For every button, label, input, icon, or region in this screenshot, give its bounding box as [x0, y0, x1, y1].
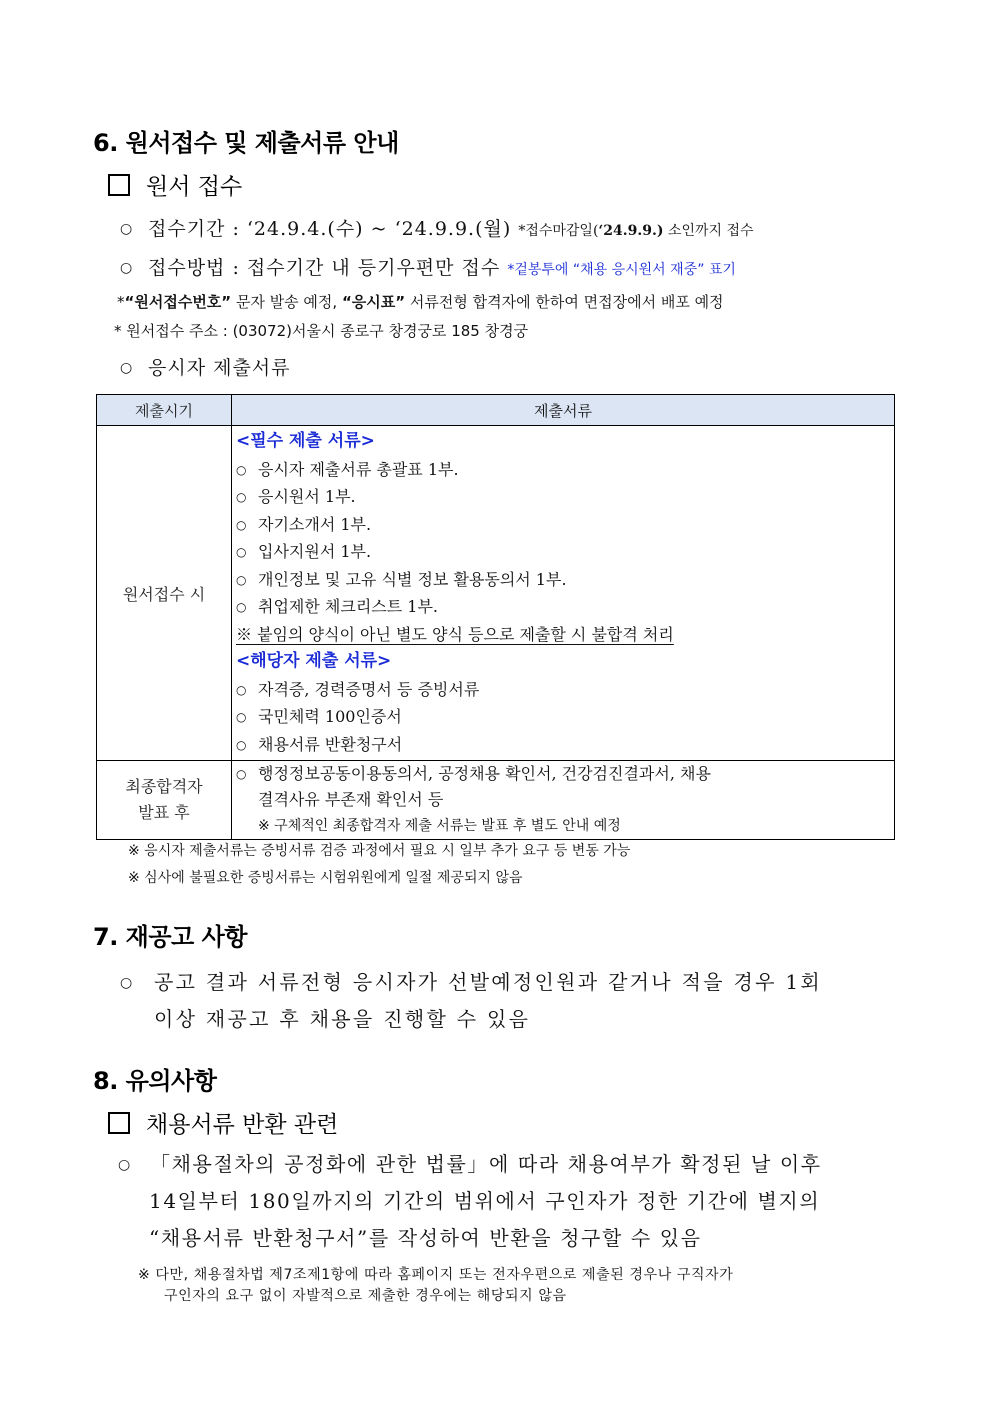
section-7-title: 7. 재공고 사항 — [93, 923, 247, 951]
group-title-required: <필수 제출 서류> — [236, 431, 375, 451]
footnote-1: ※ 응시자 제출서류는 증빙서류 검증 과정에서 필요 시 일부 추가 요구 등 변동 가능 — [128, 843, 631, 859]
bullet-icon: ○ — [236, 490, 247, 504]
group-title-conditional: <해당자 제출 서류> — [236, 651, 392, 671]
docs-cell-final: ○ 행정정보공동이용동의서, 공정채용 확인서, 건강검진결과서, 채용 결격사유 부존재 확인서 등 ※ 구체적인 최종합격자 제출 서류는 발표 후 별도 안내 예정 — [232, 761, 895, 840]
docs-label: ○ 응시자 제출서류 — [120, 357, 291, 379]
header-timing: 제출시기 — [97, 395, 232, 426]
list-item: ○ 응시원서 1부. — [236, 483, 894, 511]
table-header-row — [97, 395, 895, 426]
table-row — [97, 761, 895, 840]
return-note-2: 구인자의 요구 없이 자발적으로 제출한 경우에는 해당되지 않음 — [164, 1288, 567, 1304]
bullet-icon: ○ — [120, 260, 134, 276]
method-note: *겉봉투에 “채용 응시원서 재중” 표기 — [507, 262, 736, 278]
bullet-icon: ○ — [236, 545, 247, 559]
bullet-icon: ○ — [236, 710, 247, 724]
checkbox-square-icon — [108, 1112, 130, 1134]
bullet-icon: ○ — [118, 1157, 132, 1173]
list-item: ○ 입사지원서 1부. — [236, 538, 894, 566]
notice-address: * 원서접수 주소 : (03072)서울시 종로구 창경궁로 185 창경궁 — [114, 322, 529, 340]
bullet-icon: ○ — [120, 221, 134, 237]
bullet-icon: ○ — [236, 517, 247, 532]
table-row — [97, 426, 895, 761]
subsection-application-title — [108, 168, 242, 201]
list-item: ○ 응시자 제출서류 총괄표 1부. — [236, 456, 894, 484]
bullet-icon: ○ — [236, 572, 247, 587]
method-label: 접수방법 : 접수기간 내 등기우편만 접수 — [148, 257, 501, 279]
notice-receipt-number: *“원서접수번호” 문자 발송 예정, “응시표” 서류전형 합격자에 한하여 면접장에서 배포 예정 — [117, 293, 724, 311]
subsection-label: 원서 접수 — [146, 174, 243, 200]
return-line-2: 14일부터 180일까지의 기간의 범위에서 구인자가 정한 기간에 별지의 — [149, 1189, 821, 1213]
repost-line-2: 이상 재공고 후 채용을 진행할 수 있음 — [154, 1007, 531, 1031]
section-8-title: 8. 유의사항 — [93, 1067, 217, 1095]
disqualification-warning: ※ 붙임의 양식이 아닌 별도 양식 등으로 제출할 시 불합격 처리 — [236, 624, 674, 644]
docs-cell — [232, 426, 895, 761]
application-method — [120, 253, 736, 280]
list-item: ○ 행정정보공동이용동의서, 공정채용 확인서, 건강검진결과서, 채용 — [236, 761, 894, 787]
bullet-icon: ○ — [236, 737, 247, 752]
list-item: ○ 자기소개서 1부. — [236, 511, 894, 539]
bullet-icon: ○ — [120, 360, 134, 376]
submission-docs-table — [96, 394, 895, 840]
list-item: ○ 국민체력 100인증서 — [236, 703, 894, 731]
checkbox-square-icon — [108, 174, 130, 196]
bullet-icon: ○ — [236, 682, 247, 697]
return-note-1: ※ 다만, 채용절차법 제7조제1항에 따라 홈페이지 또는 전자우편으로 제출된 경우나 구직자가 — [138, 1267, 734, 1283]
repost-line-1: ○ 공고 결과 서류전형 응시자가 선발예정인원과 같거나 적을 경우 1회 — [120, 970, 823, 994]
bullet-icon: ○ — [236, 600, 247, 614]
list-item: ○ 자격증, 경력증명서 등 증빙서류 — [236, 676, 894, 704]
period-note: *접수마감일(‘24.9.9.) 소인까지 접수 — [518, 223, 754, 239]
section-6-title: 6. 원서접수 및 제출서류 안내 — [93, 129, 399, 157]
return-line-3: “채용서류 반환청구서”를 작성하여 반환을 청구할 수 있음 — [149, 1226, 702, 1250]
return-line-1: ○ 「채용절차의 공정화에 관한 법률」에 따라 채용여부가 확정된 날 이후 — [118, 1152, 822, 1176]
application-period — [120, 214, 754, 241]
period-label: 접수기간 : ‘24.9.4.(수) ~ ‘24.9.9.(월) — [148, 218, 512, 240]
bullet-icon: ○ — [236, 767, 247, 781]
bullet-icon: ○ — [236, 462, 247, 477]
list-item: ○ 취업제한 체크리스트 1부. — [236, 593, 894, 621]
bullet-icon: ○ — [120, 975, 135, 991]
list-item: ○ 개인정보 및 고유 식별 정보 활용동의서 1부. — [236, 566, 894, 594]
header-docs: 제출서류 — [232, 395, 895, 426]
list-item: ○ 채용서류 반환청구서 — [236, 731, 894, 759]
final-note: ※ 구체적인 최종합격자 제출 서류는 발표 후 별도 안내 예정 — [258, 818, 621, 834]
footnote-2: ※ 심사에 불필요한 증빙서류는 시험위원에게 일절 제공되지 않음 — [128, 870, 523, 886]
subsection-return-title: 채용서류 반환 관련 — [108, 1106, 338, 1139]
timing-cell: 원서접수 시 — [97, 426, 232, 761]
timing-cell-final: 최종합격자 발표 후 — [97, 761, 232, 840]
